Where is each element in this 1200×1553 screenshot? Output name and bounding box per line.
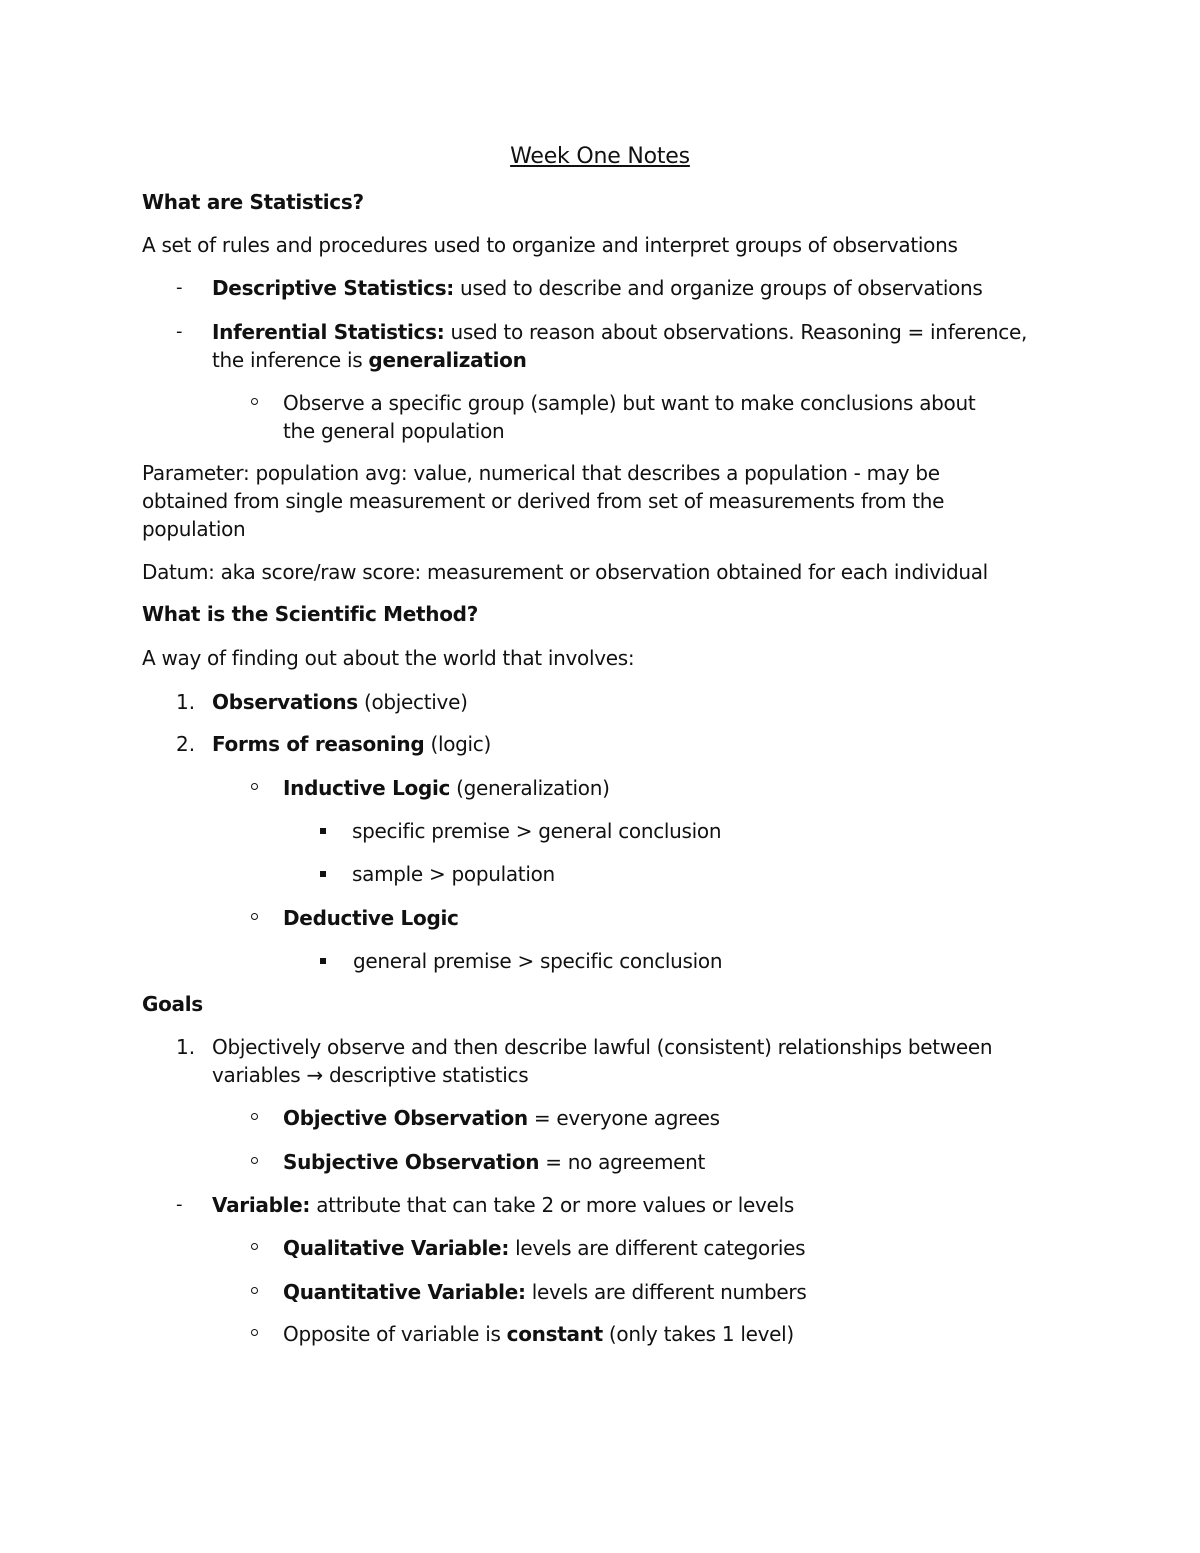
section-heading-scientific-method: What is the Scientific Method?	[142, 602, 479, 626]
list-item-variable: Variable: attribute that can take 2 or more values or levels	[212, 1193, 794, 1217]
goal-item-line1: Objectively observe and then describe lawful (consistent) relationships between	[212, 1035, 993, 1059]
term-descriptive: Descriptive Statistics:	[212, 276, 454, 300]
list-item-reasoning: Forms of reasoning (logic)	[212, 732, 491, 756]
square-bullet-icon	[320, 828, 326, 834]
goal-item-line2: variables → descriptive statistics	[212, 1063, 529, 1087]
deductive-point: general premise > specific conclusion	[353, 949, 723, 973]
method-intro: A way of finding out about the world that involves:	[142, 646, 635, 670]
section-heading-statistics: What are Statistics?	[142, 190, 364, 214]
list-number: 1.	[176, 690, 196, 714]
list-item-observations: Observations (objective)	[212, 690, 468, 714]
dash-bullet: -	[176, 277, 183, 298]
parameter-line3: population	[142, 517, 246, 541]
list-item-objective: Objective Observation = everyone agrees	[283, 1106, 720, 1130]
term-inferential: Inferential Statistics:	[212, 320, 445, 344]
circle-bullet-icon	[251, 913, 258, 920]
circle-bullet-icon	[251, 398, 258, 405]
page-title: Week One Notes	[510, 144, 690, 169]
dash-bullet: -	[176, 1194, 183, 1215]
list-number: 1.	[176, 1035, 196, 1059]
section-heading-goals: Goals	[142, 992, 203, 1016]
circle-bullet-icon	[251, 1243, 258, 1250]
list-item-subjective: Subjective Observation = no agreement	[283, 1150, 706, 1174]
sample-note-line2: the general population	[283, 419, 505, 443]
datum-definition: Datum: aka score/raw score: measurement or observation obtained for each individual	[142, 560, 988, 584]
list-item-inferential-cont: the inference is generalization	[212, 348, 527, 372]
statistics-definition: A set of rules and procedures used to organize and interpret groups of observations	[142, 233, 958, 257]
list-item-descriptive: Descriptive Statistics: used to describe and organize groups of observations	[212, 276, 983, 300]
circle-bullet-icon	[251, 783, 258, 790]
list-number: 2.	[176, 732, 196, 756]
circle-bullet-icon	[251, 1157, 258, 1164]
list-item-inductive: Inductive Logic (generalization)	[283, 776, 610, 800]
list-item-qualitative: Qualitative Variable: levels are different categories	[283, 1236, 806, 1260]
circle-bullet-icon	[251, 1113, 258, 1120]
sample-note-line1: Observe a specific group (sample) but want to make conclusions about	[283, 391, 976, 415]
list-item-deductive: Deductive Logic	[283, 906, 459, 930]
inductive-point: specific premise > general conclusion	[352, 819, 722, 843]
term-generalization: generalization	[368, 348, 527, 372]
square-bullet-icon	[320, 958, 326, 964]
circle-bullet-icon	[251, 1329, 258, 1336]
dash-bullet: -	[176, 321, 183, 342]
parameter-line1: Parameter: population avg: value, numerical that describes a population - may be	[142, 461, 940, 485]
circle-bullet-icon	[251, 1287, 258, 1294]
parameter-line2: obtained from single measurement or derived from set of measurements from the	[142, 489, 945, 513]
list-item-constant: Opposite of variable is constant (only takes 1 level)	[283, 1322, 794, 1346]
list-item-inferential: Inferential Statistics: used to reason about observations. Reasoning = inference,	[212, 320, 1028, 344]
inductive-point: sample > population	[352, 862, 555, 886]
list-item-quantitative: Quantitative Variable: levels are different numbers	[283, 1280, 807, 1304]
square-bullet-icon	[320, 871, 326, 877]
